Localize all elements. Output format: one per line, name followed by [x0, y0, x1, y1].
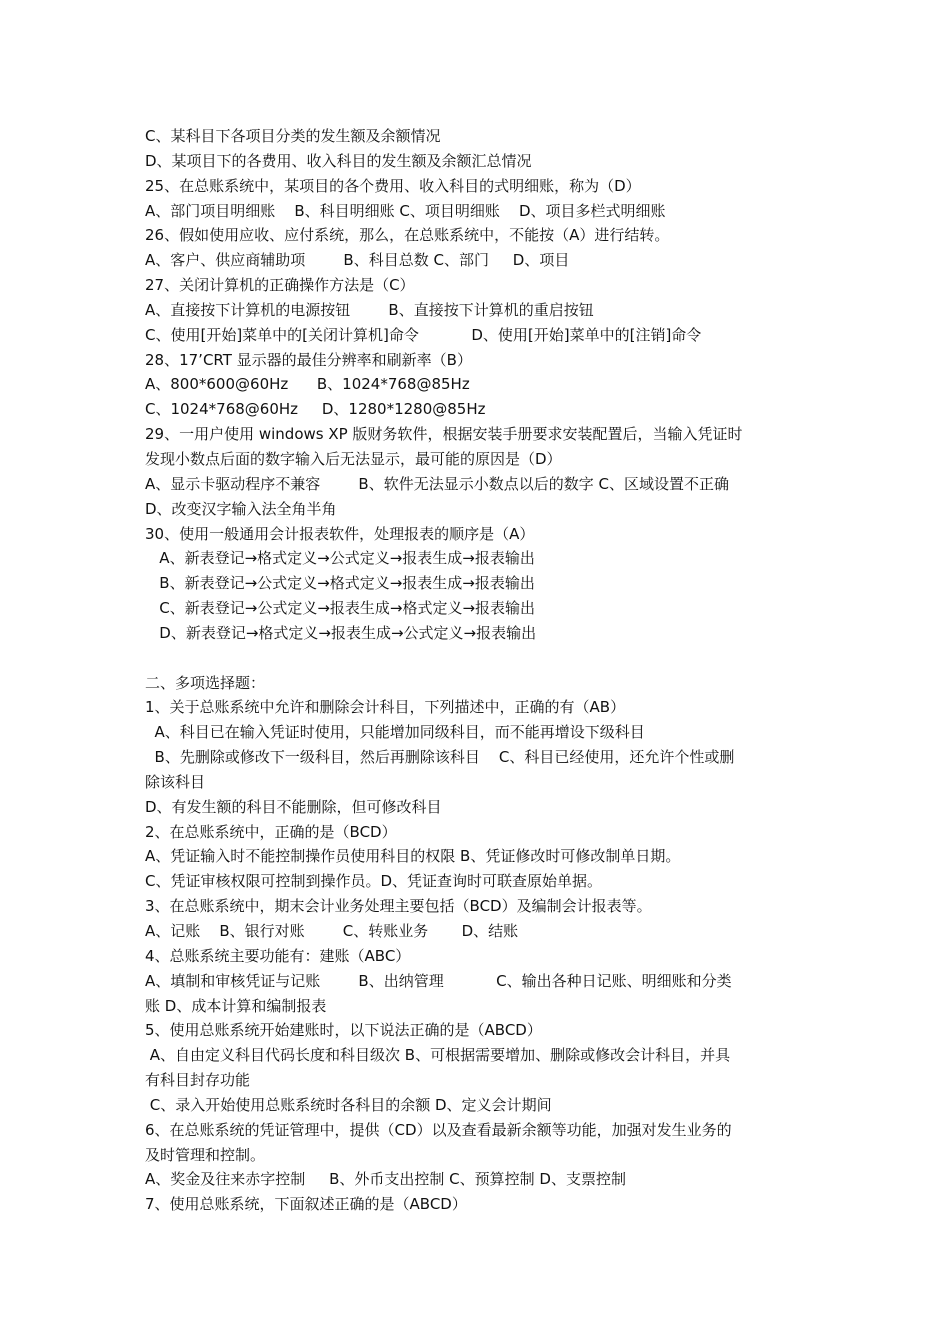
question-line: 25、在总账系统中，某项目的各个费用、收入科目的式明细账，称为（D） [145, 176, 641, 195]
question-line: 26、假如使用应收、应付系统，那么，在总账系统中，不能按（A）进行结转。 [145, 226, 670, 245]
question-line: 5、使用总账系统开始建账时，以下说法正确的是（ABCD） [145, 1021, 542, 1040]
options-line: A、科目已在输入凭证时使用，只能增加同级科目，而不能再增设下级科目 [145, 723, 645, 742]
section-heading: 二、多项选择题： [145, 673, 266, 692]
question-line: 3、在总账系统中，期末会计业务处理主要包括（BCD）及编制会计报表等。 [145, 897, 652, 916]
options-line: A、800*600@60Hz B、1024*768@85Hz [145, 375, 470, 394]
options-line: D、新表登记→格式定义→报表生成→公式定义→报表输出 [145, 623, 537, 642]
options-line: B、新表登记→公式定义→格式定义→报表生成→报表输出 [145, 574, 535, 593]
question-line: 30、使用一般通用会计报表软件，处理报表的顺序是（A） [145, 524, 535, 543]
options-line: 有科目封存功能 [145, 1071, 251, 1090]
options-line: C、1024*768@60Hz D、1280*1280@85Hz [145, 400, 486, 419]
options-line: C、录入开始使用总账系统时各科目的余额 D、定义会计期间 [145, 1095, 552, 1114]
options-line: D、有发生额的科目不能删除，但可修改科目 [145, 797, 442, 816]
question-line: 29、一用户使用 windows XP 版财务软件，根据安装手册要求安装配置后，当输入凭证时 [145, 425, 743, 444]
question-line: 28、17’CRT 显示器的最佳分辨率和刷新率（B） [145, 350, 472, 369]
options-line: A、客户、供应商辅助项 B、科目总数 C、部门 D、项目 [145, 251, 570, 270]
document-body [145, 124, 815, 1217]
options-line: C、凭证审核权限可控制到操作员。D、凭证查询时可联查原始单据。 [145, 872, 603, 891]
question-line: 4、总账系统主要功能有：建账（ABC） [145, 946, 411, 965]
question-line: 及时管理和控制。 [145, 1145, 266, 1164]
options-line: A、奖金及往来赤字控制 B、外币支出控制 C、预算控制 D、支票控制 [145, 1170, 626, 1189]
options-line: A、部门项目明细账 B、科目明细账 C、项目明细账 D、项目多栏式明细账 [145, 201, 666, 220]
options-line: C、使用[开始]菜单中的[关闭计算机]命令 D、使用[开始]菜单中的[注销]命令 [145, 325, 702, 344]
options-line: 除该科目 [145, 772, 206, 791]
options-line: C、新表登记→公式定义→报表生成→格式定义→报表输出 [145, 599, 536, 618]
question-line: 1、关于总账系统中允许和删除会计科目，下列描述中，正确的有（AB） [145, 698, 626, 717]
options-line: B、先删除或修改下一级科目，然后再删除该科目 C、科目已经使用，还允许个性或删 [145, 748, 735, 767]
question-line: 7、使用总账系统，下面叙述正确的是（ABCD） [145, 1195, 467, 1214]
options-line: A、填制和审核凭证与记账 B、出纳管理 C、输出各种日记账、明细账和分类 [145, 971, 732, 990]
question-line: 27、关闭计算机的正确操作方法是（C） [145, 276, 415, 295]
blank-line [145, 646, 815, 671]
text-line: D、某项目下的各费用、收入科目的发生额及余额汇总情况 [145, 151, 532, 170]
options-line: A、自由定义科目代码长度和科目级次 B、可根据需要增加、删除或修改会计科目，并具 [145, 1046, 731, 1065]
question-line: 6、在总账系统的凭证管理中，提供（CD）以及查看最新余额等功能，加强对发生业务的 [145, 1120, 732, 1139]
options-line: A、直接按下计算机的电源按钮 B、直接按下计算机的重启按钮 [145, 300, 594, 319]
text-line: C、某科目下各项目分类的发生额及余额情况 [145, 127, 441, 145]
question-line: 发现小数点后面的数字输入后无法显示，最可能的原因是（D） [145, 449, 562, 468]
options-line: A、显示卡驱动程序不兼容 B、软件无法显示小数点以后的数字 C、区域设置不正确 [145, 474, 729, 493]
options-line: A、新表登记→格式定义→公式定义→报表生成→报表输出 [145, 549, 535, 568]
options-line: A、凭证输入时不能控制操作员使用科目的权限 B、凭证修改时可修改制单日期。 [145, 847, 681, 866]
options-line: A、记账 B、银行对账 C、转账业务 D、结账 [145, 922, 519, 940]
options-line: 账 D、成本计算和编制报表 [145, 996, 327, 1015]
question-line: 2、在总账系统中，正确的是（BCD） [145, 822, 397, 841]
options-line: D、改变汉字输入法全角半角 [145, 499, 337, 518]
